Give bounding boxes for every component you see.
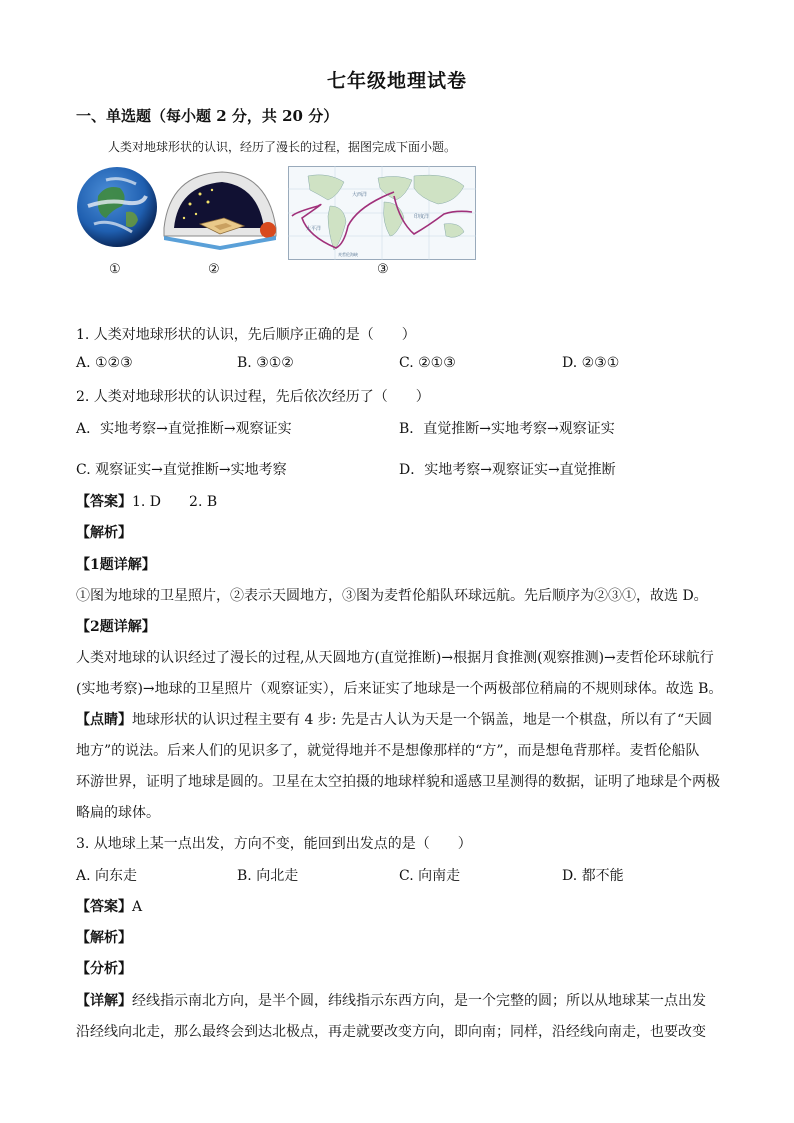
analysis-label: 【解析】 xyxy=(76,525,132,541)
fenxi-label: 【分析】 xyxy=(76,961,132,977)
figure-caption-2: ② xyxy=(208,262,220,277)
detail-3-line: 沿经线向北走，那么最终会到达北极点，再走就要改变方向，即向南；同样，沿经线向南走，也要改变 xyxy=(76,1024,706,1040)
q2-option-d: D．实地考察→观察证实→直觉推断 xyxy=(399,462,616,478)
question-3-stem: 3. 从地球上某一点出发，方向不变，能回到出发点的是（ ） xyxy=(76,836,472,852)
map-label: 麦哲伦海峡 xyxy=(338,252,358,257)
figure-caption-1: ① xyxy=(109,262,121,277)
answer-label: 【答案】 xyxy=(76,494,132,510)
detail-3-line: 经线指示南北方向，是半个圆，纬线指示东西方向，是一个完整的圆；所以从地球某一点出发 xyxy=(132,993,706,1009)
q3-option-c: C. 向南走 xyxy=(399,868,461,884)
q3-option-a: A. 向东走 xyxy=(76,868,138,884)
tip-line: 地球形状的认识过程主要有 4 步: 先是古人认为天是一个锅盖，地是一个棋盘，所以有了“天圆 xyxy=(132,712,713,728)
q2-option-a: A．实地考察→直觉推断→观察证实 xyxy=(76,421,292,437)
q1-option-b: B. ③①② xyxy=(237,355,294,371)
map-label: 太平洋 xyxy=(306,226,322,232)
q3-option-b: B. 向北走 xyxy=(237,868,299,884)
q2-option-c: C. 观察证实→直觉推断→实地考察 xyxy=(76,462,287,478)
tip-line: 地方”的说法。后来人们的见识多了，就觉得地并不是想像那样的“方”，而是想龟背那样。麦哲伦船队 xyxy=(76,743,700,759)
detail-2-line: (实地考察)→地球的卫星照片（观察证实），后来证实了地球是一个两极部位稍扁的不规则球体。故选 B。 xyxy=(76,681,723,697)
answer-3-text: A xyxy=(132,899,143,915)
question-2-stem: 2. 人类对地球形状的认识过程，先后依次经历了（ ） xyxy=(76,389,430,405)
detail-2-line: 人类对地球的认识经过了漫长的过程,从天圆地方(直觉推断)→根据月食推测(观察推测)→麦哲伦环球航行 xyxy=(76,650,714,666)
detail-2-label: 【2题详解】 xyxy=(76,619,156,635)
q3-option-d: D. 都不能 xyxy=(562,868,624,884)
answer-text: 1. D 2. B xyxy=(132,494,218,510)
map-label: 印度洋 xyxy=(414,214,430,220)
earth-photo-figure xyxy=(76,166,158,248)
q1-option-a: A. ①②③ xyxy=(76,355,133,371)
map-label: 大西洋 xyxy=(352,192,368,198)
answer-3-label: 【答案】 xyxy=(76,899,132,915)
tip-label: 【点睛】 xyxy=(76,712,132,728)
q2-option-b: B．直觉推断→实地考察→观察证实 xyxy=(399,421,615,437)
dome-sky-figure xyxy=(160,168,282,250)
tip-line: 环游世界，证明了地球是圆的。卫星在太空拍摄的地球样貌和遥感卫星测得的数据，证明了地球是个两极 xyxy=(76,774,720,790)
tip-line: 略扁的球体。 xyxy=(76,805,160,821)
question-1-stem: 1. 人类对地球形状的认识，先后顺序正确的是（ ） xyxy=(76,327,416,343)
q1-option-d: D. ②③① xyxy=(562,355,620,371)
figure-caption-3: ③ xyxy=(377,262,389,277)
intro-text: 人类对地球形状的认识，经历了漫长的过程，据图完成下面小题。 xyxy=(108,140,457,154)
q1-option-c: C. ②①③ xyxy=(399,355,456,371)
detail-1-text: ①图为地球的卫星照片，②表示天圆地方，③图为麦哲伦船队环球远航。先后顺序为②③①，故选 D。 xyxy=(76,588,708,604)
detail-1-label: 【1题详解】 xyxy=(76,557,156,573)
detail-3-label: 【详解】 xyxy=(76,993,132,1009)
magellan-map-figure xyxy=(288,166,476,260)
section-heading: 一、单选题（每小题 2 分，共 20 分） xyxy=(76,107,339,125)
analysis-3-label: 【解析】 xyxy=(76,930,132,946)
page-title: 七年级地理试卷 xyxy=(326,70,467,92)
